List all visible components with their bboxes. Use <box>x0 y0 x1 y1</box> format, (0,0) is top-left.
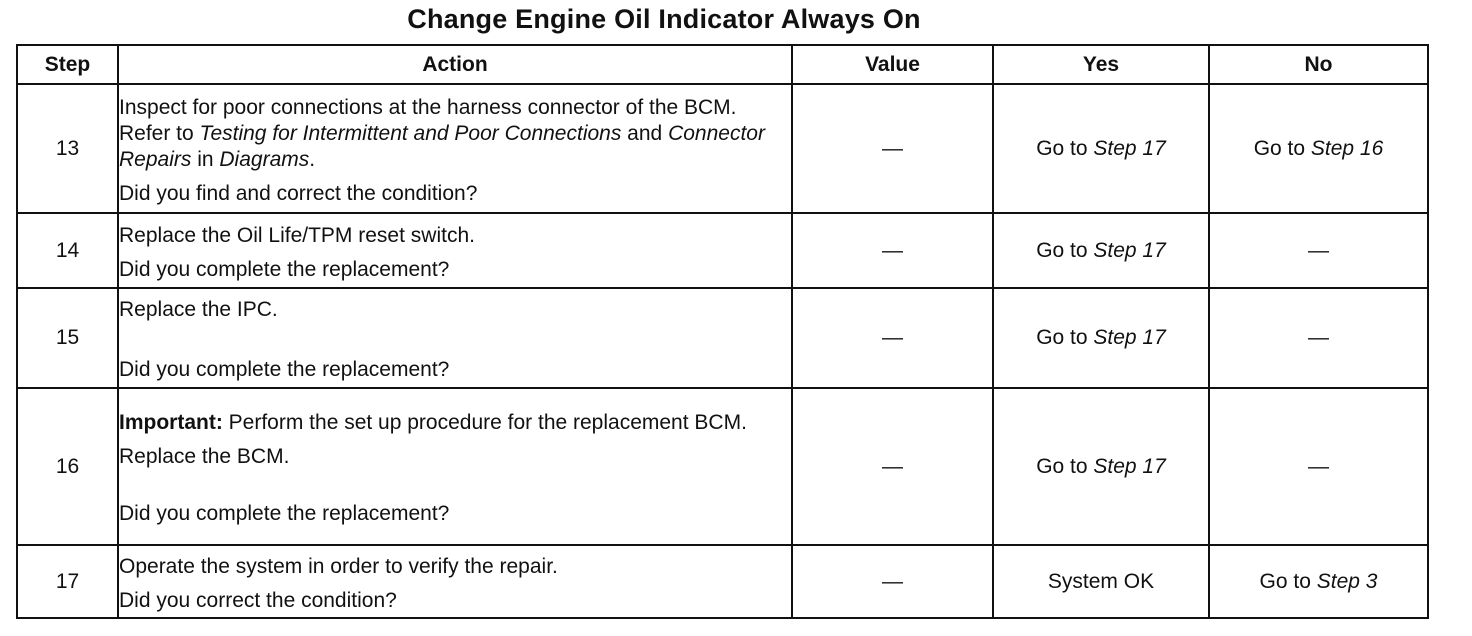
table-row <box>17 84 1428 213</box>
column-header-step: Step <box>17 45 118 84</box>
column-header-value: Value <box>792 45 993 84</box>
diagnostic-table <box>16 44 1429 619</box>
value-cell: — <box>792 388 993 545</box>
yes-cell <box>993 213 1209 288</box>
action-instruction: Replace the BCM. <box>119 445 290 468</box>
important-note <box>119 410 791 436</box>
step-number: 13 <box>17 84 118 213</box>
action-instruction <box>119 95 791 173</box>
action-text: in <box>191 147 220 171</box>
action-question: Did you correct the condition? <box>119 588 397 612</box>
no-cell <box>1209 84 1428 213</box>
action-cell <box>118 388 792 545</box>
step-number: 17 <box>17 545 118 618</box>
go-to-text: Go to <box>1036 454 1094 478</box>
reference-text: Connector Repairs <box>119 121 765 171</box>
go-to-text: Go to <box>1036 326 1094 349</box>
yes-cell <box>993 388 1209 545</box>
table-row <box>17 288 1428 388</box>
step-number: 16 <box>17 388 118 545</box>
step-number: 15 <box>17 288 118 388</box>
go-to-text: Go to <box>1253 136 1311 160</box>
action-text: Inspect for poor connections at the harness connector of the BCM. Refer to <box>119 95 737 145</box>
yes-cell: System OK <box>993 545 1209 618</box>
action-question: Did you complete the replacement? <box>119 502 450 525</box>
value-cell: — <box>792 84 993 213</box>
step-reference: Step 17 <box>1093 454 1166 478</box>
step-reference: Step 16 <box>1310 136 1384 160</box>
table-row <box>17 213 1428 288</box>
action-instruction: Replace the IPC. <box>119 298 278 321</box>
important-label: Important: <box>119 411 223 434</box>
action-cell <box>118 545 792 618</box>
yes-cell <box>993 288 1209 388</box>
no-cell: — <box>1209 388 1428 545</box>
value-cell: — <box>792 545 993 618</box>
column-header-yes: Yes <box>993 45 1209 84</box>
column-header-no: No <box>1209 45 1428 84</box>
action-question: Did you find and correct the condition? <box>119 181 478 205</box>
table-header-row <box>17 45 1428 84</box>
action-text: . <box>309 147 316 171</box>
step-reference: Step 17 <box>1093 238 1166 262</box>
column-header-action: Action <box>118 45 792 84</box>
no-cell: — <box>1209 213 1428 288</box>
yes-cell <box>993 84 1209 213</box>
step-reference: Step 3 <box>1316 569 1378 593</box>
go-to-text: Go to <box>1036 238 1094 262</box>
reference-text: Diagrams <box>219 147 310 171</box>
table-row <box>17 388 1428 545</box>
page-title: Change Engine Oil Indicator Always On <box>407 4 921 34</box>
action-text: and <box>621 121 669 145</box>
table-row <box>17 545 1428 618</box>
action-instruction: Operate the system in order to verify the repair. <box>119 554 558 578</box>
action-question: Did you complete the replacement? <box>119 358 450 381</box>
action-cell <box>118 84 792 213</box>
value-cell: — <box>792 288 993 388</box>
action-cell <box>118 213 792 288</box>
no-cell <box>1209 545 1428 618</box>
value-cell: — <box>792 213 993 288</box>
action-question: Did you complete the replacement? <box>119 257 450 281</box>
important-text: Perform the set up procedure for the replacement BCM. <box>222 411 747 434</box>
go-to-text: Go to <box>1259 569 1317 593</box>
reference-text: Testing for Intermittent and Poor Connections <box>199 121 622 145</box>
action-cell <box>118 288 792 388</box>
step-number: 14 <box>17 213 118 288</box>
no-cell: — <box>1209 288 1428 388</box>
step-reference: Step 17 <box>1093 136 1166 160</box>
action-instruction: Replace the Oil Life/TPM reset switch. <box>119 223 475 247</box>
go-to-text: Go to <box>1036 136 1094 160</box>
step-reference: Step 17 <box>1093 326 1166 349</box>
